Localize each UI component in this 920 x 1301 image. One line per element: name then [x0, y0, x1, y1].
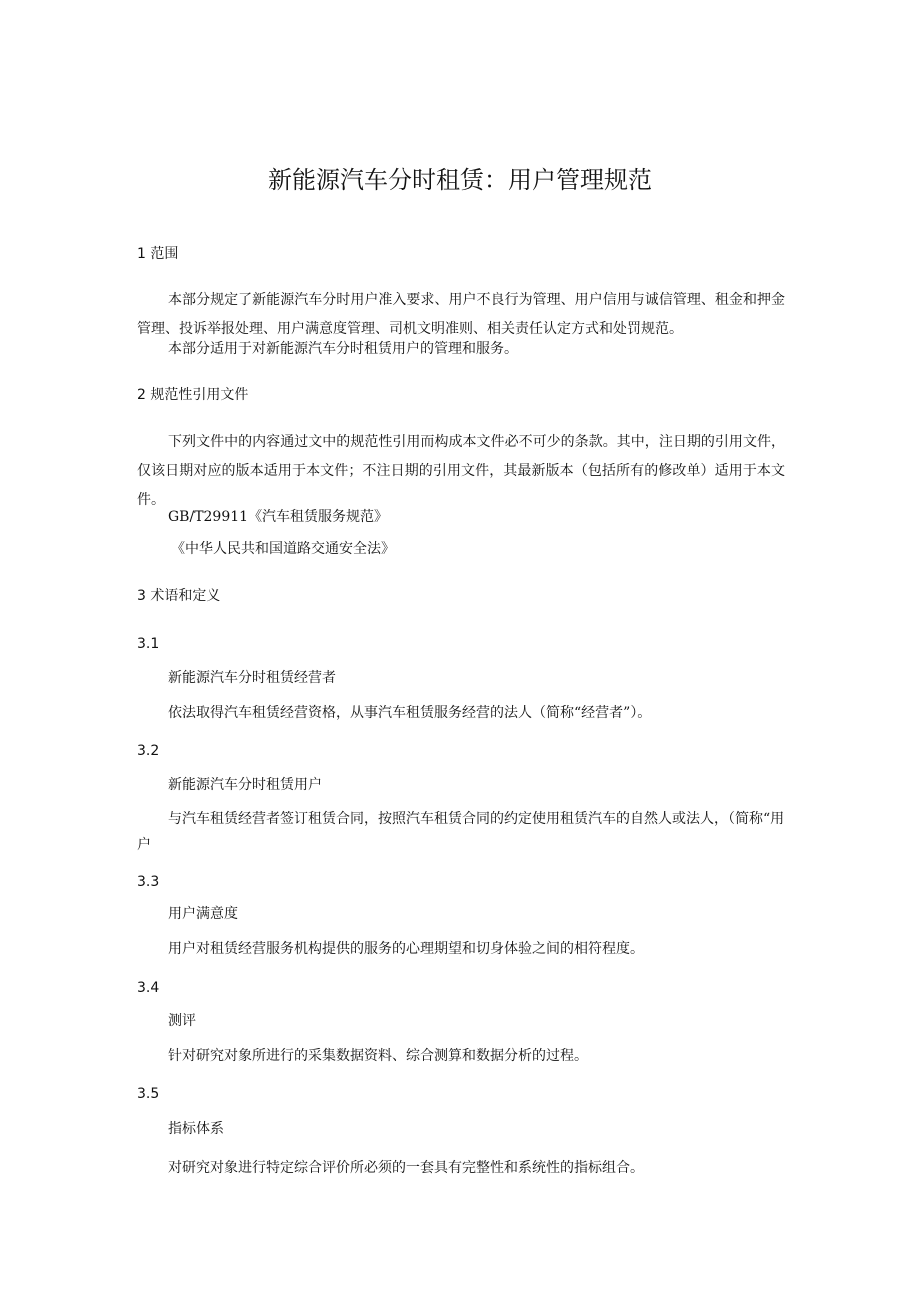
term-number: 3.1 — [137, 636, 160, 652]
scope-paragraph-2 — [137, 335, 785, 364]
section-heading-scope: 1 范围 — [137, 246, 179, 262]
term-name: 测评 — [168, 1013, 196, 1029]
term-name: 新能源汽车分时租赁用户 — [168, 777, 322, 793]
section-heading-references: 2 规范性引用文件 — [137, 387, 249, 403]
scope-paragraph-1-text: 本部分规定了新能源汽车分时用户准入要求、用户不良行为管理、用户信用与诚信管理、租金和押金管理、投诉举报处理、用户满意度管理、司机文明准则、相关责任认定方式和处罚规范。 — [137, 292, 785, 337]
reference-item-traffic-law: 《中华人民共和国道路交通安全法》 — [171, 541, 395, 557]
term-definition: 针对研究对象所进行的采集数据资料、综合测算和数据分析的过程。 — [168, 1048, 588, 1064]
term-number: 3.3 — [137, 874, 160, 890]
references-paragraph — [137, 428, 785, 515]
term-number: 3.4 — [137, 980, 160, 996]
section-heading-terms: 3 术语和定义 — [137, 588, 221, 604]
term-definition: 依法取得汽车租赁经营资格，从事汽车租赁服务经营的法人（简称“经营者”）。 — [168, 705, 652, 721]
scope-paragraph-2-text: 本部分适用于对新能源汽车分时租赁用户的管理和服务。 — [168, 341, 518, 357]
term-definition: 对研究对象进行特定综合评价所必须的一套具有完整性和系统性的指标组合。 — [168, 1160, 644, 1176]
term-definition: 与汽车租赁经营者签订租赁合同，按照汽车租赁合同的约定使用租赁汽车的自然人或法人，（简称“用户 — [137, 811, 785, 853]
term-definition: 用户对租赁经营服务机构提供的服务的心理期望和切身体验之间的相符程度。 — [168, 941, 644, 957]
document-title: 新能源汽车分时租赁：用户管理规范 — [268, 166, 652, 194]
term-number: 3.2 — [137, 743, 160, 759]
term-name: 新能源汽车分时租赁经营者 — [168, 670, 336, 686]
term-name: 指标体系 — [168, 1121, 224, 1137]
term-name: 用户满意度 — [168, 906, 238, 922]
term-number: 3.5 — [137, 1086, 160, 1102]
references-paragraph-text: 下列文件中的内容通过文中的规范性引用而构成本文件必不可少的条款。其中，注日期的引用文件，仅该日期对应的版本适用于本文件；不注日期的引用文件，其最新版本（包括所有的修改单）适用于本文件。 — [137, 434, 785, 508]
reference-item-gb-t29911: GB/T29911《汽车租赁服务规范》 — [168, 509, 389, 525]
